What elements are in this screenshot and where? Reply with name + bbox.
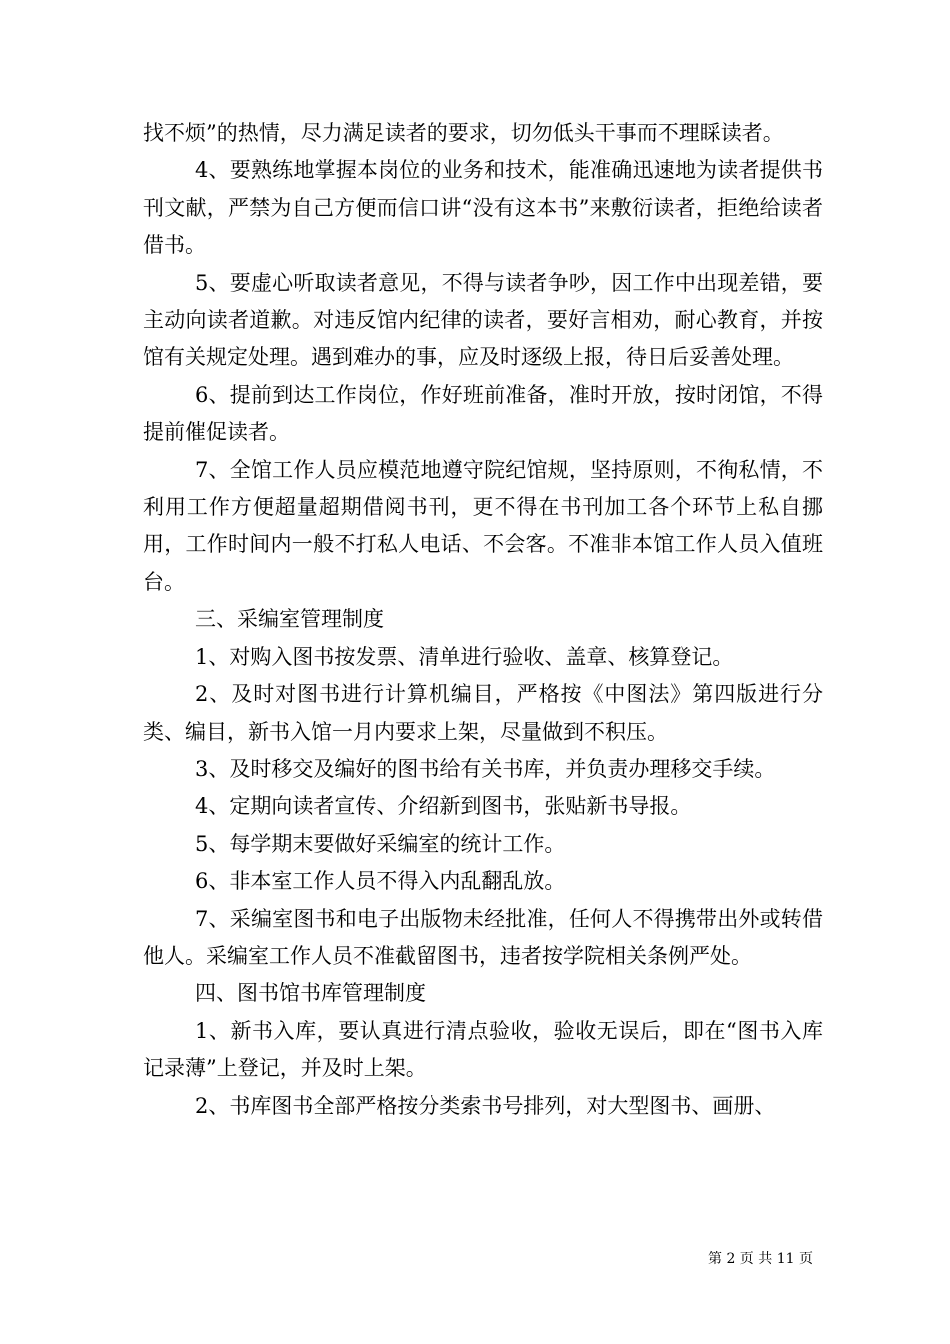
section-heading-stacks: 四、图书馆书库管理制度 bbox=[195, 981, 426, 1006]
paragraph-acquisition-item-5: 5、每学期末要做好采编室的统计工作。 bbox=[195, 831, 566, 856]
paragraph-acquisition-item-7: 7、采编室图书和电子出版物未经批准，任何人不得携带出外或转借他人。采编室工作人员不准截留图书，违者按学院相关条例严处。 bbox=[143, 906, 823, 968]
section-heading-acquisition: 三、采编室管理制度 bbox=[195, 607, 384, 632]
paragraph-continuation: 找不烦”的热情，尽力满足读者的要求，切勿低头干事而不理睬读者。 bbox=[143, 121, 784, 145]
paragraph-acquisition-item-3: 3、及时移交及编好的图书给有关书库，并负责办理移交手续。 bbox=[195, 756, 776, 781]
paragraph-acquisition-item-2: 2、及时对图书进行计算机编目，严格按《中图法》第四版进行分类、编目，新书入馆一月内要求上架，尽量做到不积压。 bbox=[143, 682, 823, 744]
paragraph-acquisition-item-4: 4、定期向读者宣传、介绍新到图书，张贴新书导报。 bbox=[195, 794, 692, 819]
paragraph-item-6: 6、提前到达工作岗位，作好班前准备，准时开放，按时闭馆，不得提前催促读者。 bbox=[143, 382, 823, 445]
paragraph-acquisition-item-6: 6、非本室工作人员不得入内乱翻乱放。 bbox=[195, 869, 566, 894]
paragraph-item-4: 4、要熟练地掌握本岗位的业务和技术，能准确迅速地为读者提供书刊文献，严禁为自己方便而信口讲“没有这本书”来敷衍读者，拒绝给读者借书。 bbox=[143, 158, 823, 258]
paragraph-item-5: 5、要虚心听取读者意见，不得与读者争吵，因工作中出现差错，要主动向读者道歉。对违反馆内纪律的读者，要好言相劝，耐心教育，并按馆有关规定处理。遇到难办的事，应及时逐级上报，待日后妥善处理。 bbox=[143, 270, 823, 370]
paragraph-stacks-item-2: 2、书库图书全部严格按分类索书号排列，对大型图书、画册、 bbox=[195, 1093, 776, 1118]
paragraph-stacks-item-1: 1、新书入库，要认真进行清点验收，验收无误后，即在“图书入库记录薄”上登记，并及时上架。 bbox=[143, 1018, 823, 1081]
page-number-footer: 第 2 页 共 11 页 bbox=[708, 1251, 813, 1267]
document-body bbox=[143, 115, 823, 1125]
paragraph-item-7: 7、全馆工作人员应模范地遵守院纪馆规，坚持原则，不徇私情，不利用工作方便超量超期借阅书刊，更不得在书刊加工各个环节上私自挪用，工作时间内一般不打私人电话、不会客。不准非本馆工作人员入值班台。 bbox=[143, 457, 823, 594]
paragraph-acquisition-item-1: 1、对购入图书按发票、清单进行验收、盖章、核算登记。 bbox=[195, 644, 734, 669]
